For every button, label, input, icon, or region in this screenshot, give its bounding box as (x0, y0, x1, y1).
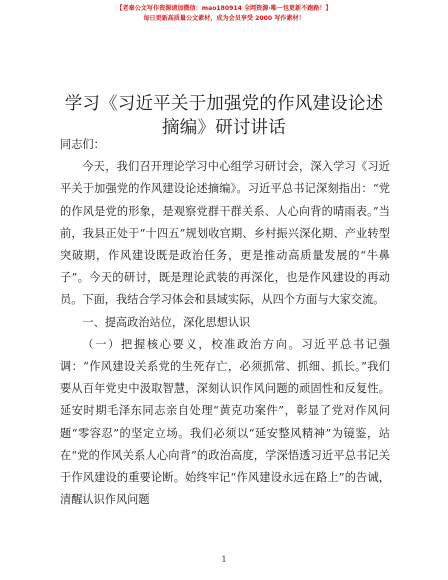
greeting: 同志们： (60, 138, 105, 151)
promo-banner-line-2: 每日更新高质量公文素材，成为会员享受 2000 写作素材！ (143, 15, 305, 22)
document-body (60, 134, 390, 511)
promo-banner-line-1: 【老秦公文写作资源请加微信：mao180914 全网资源·唯一包更新不跑路！】 (116, 5, 332, 12)
document-title: 学习《习近平关于加强党的作风建设论述摘编》研讨讲话 (64, 93, 384, 138)
page-number: 1 (221, 555, 227, 564)
intro-paragraph: 今天，我们召开理论学习中心组学习研讨会，深入学习《习近平关于加强党的作风建设论述摘编》。习近平总书记深刻指出：“党的作风是党的形象，是观察党群干群关系、人心向背的晴雨表。”当前，我县正处于“十四五”规划收官期、乡村振兴深化期、产业转型突破期，作风建设既是政治任务，更是推动高质量发展的“牛鼻子”。今天的研讨，既是理论武装的再深化，也是作风建设的再动员。下面，我结合学习体会和县域实际，从四个方面与大家交流。 (60, 160, 390, 307)
promo-banner (0, 4, 448, 24)
section-heading: 一、提高政治站位，深化思想认识 (82, 315, 251, 329)
section-paragraph: （一）把握核心要义，校准政治方向。习近平总书记强调：“作风建设关系党的生死存亡，必须抓常、抓细、抓长。”我们要从百年党史中汲取智慧，深刻认识作风问题的顽固性和反复性。延安时期毛泽东同志亲自处理“黄克功案件”，彰显了党对作风问题“零容忍”的坚定立场。我们必须以“延安整风精神”为镜鉴，站在“党的作风关系人心向背”的政治高度，学深悟透习近平总书记关于作风建设的重要论断。始终牢记“作风建设永远在路上”的告诫，清醒认识作风问题 (60, 337, 390, 507)
